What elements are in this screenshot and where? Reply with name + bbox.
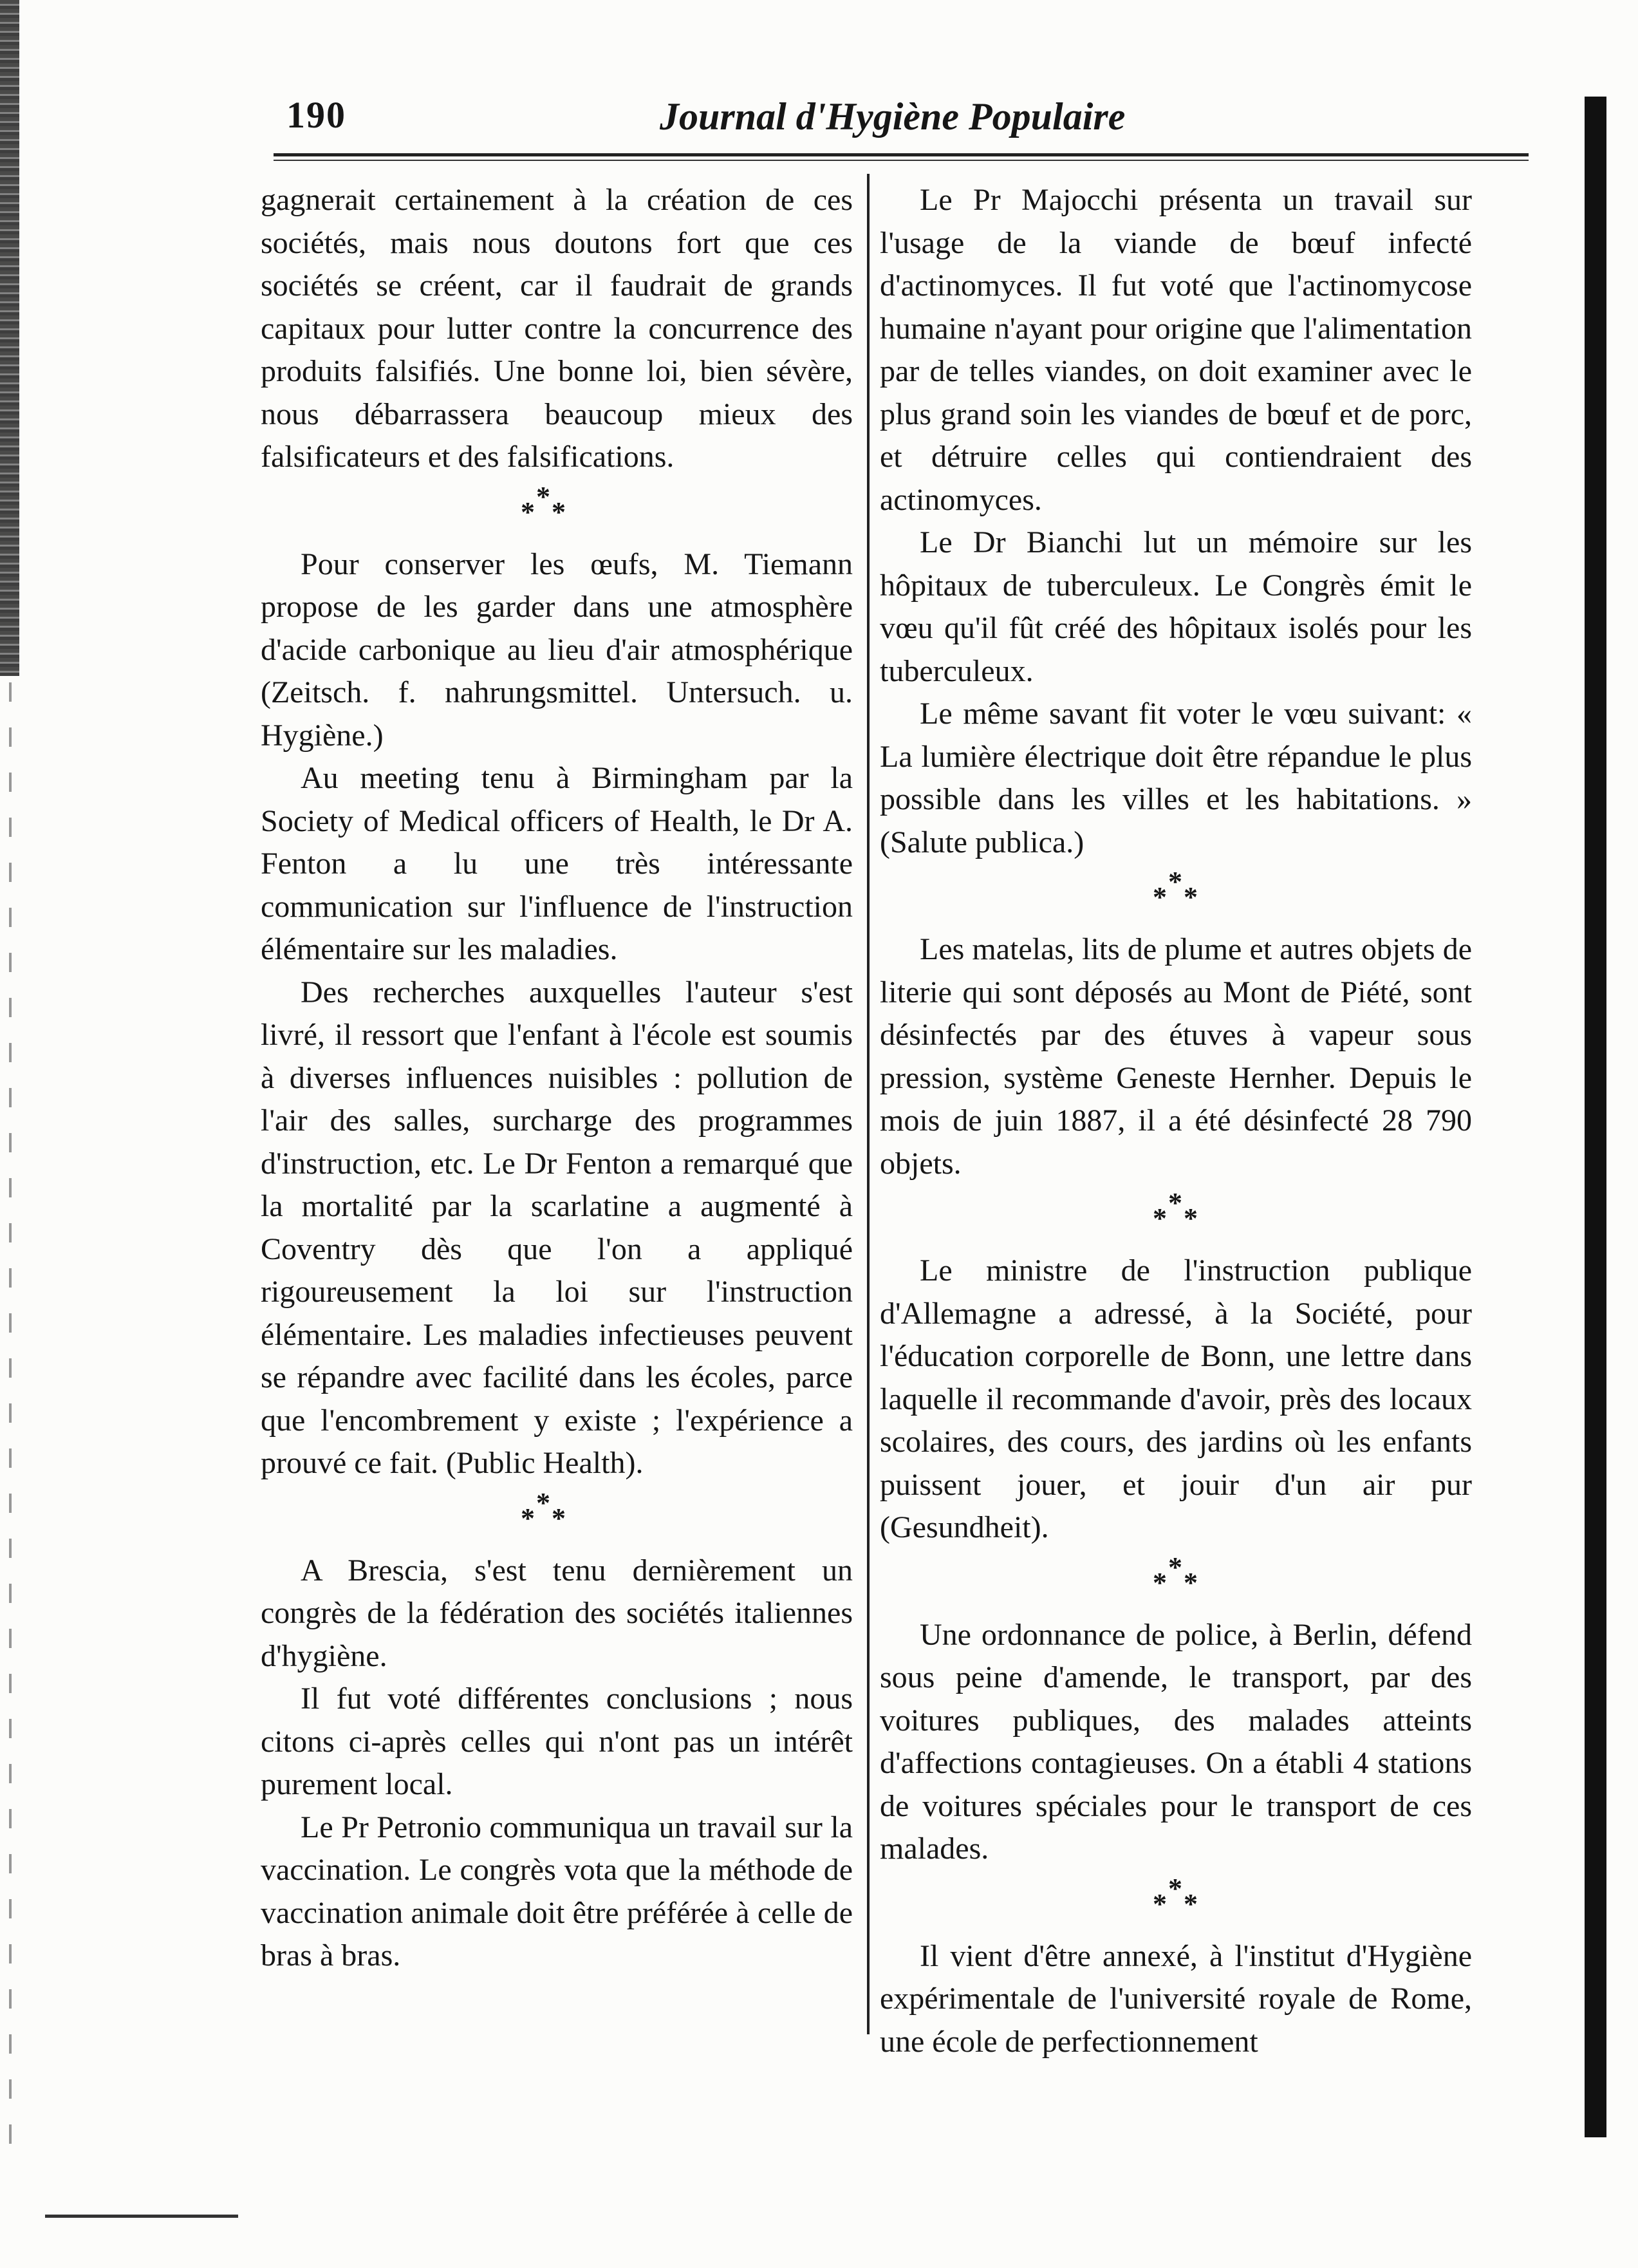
paragraph: gagnerait certainement à la création de ces sociétés, mais nous doutons fort que ces sociétés se créent, car il faudrait de grands capitaux pour lutter contre la concurrence des produits falsifiés. Une bonne loi, bien sévère, nous débarrassera beaucoup mieux des falsificateurs et des falsifications. — [261, 183, 853, 474]
asterism-star: * — [536, 480, 550, 512]
paragraph: Le ministre de l'instruction publique d'Allemagne a adressé, à la Société, pour l'éducation corporelle de Bonn, une lettre dans laquelle il recommande d'avoir, près des locaux scolaires, des cours, des jardins où les enfants puissent jouer, et jouir d'un air pur (Gesundheit). — [880, 1253, 1472, 1544]
paragraph: Il vient d'être annexé, à l'institut d'Hygiène expérimentale de l'université royale de Rome, une école de perfectionnement — [880, 1938, 1472, 2059]
asterism-star: * — [1168, 866, 1182, 897]
asterism-star: * — [521, 496, 535, 528]
paragraph: Le Pr Petronio communiqua un travail sur la vaccination. Le congrès vota que la méthode de vaccination animale doit être préférée à celle de bras à bras. — [261, 1810, 853, 1973]
asterism-star: * — [1153, 1888, 1167, 1920]
bottom-edge-mark — [45, 2215, 238, 2218]
paragraph: Une ordonnance de police, à Berlin, défend sous peine d'amende, le transport, par des voitures publiques, des malades atteints d'affections contagieuses. On a établi 4 stations de voitures spéciales pour le transport de ces malades. — [880, 1617, 1472, 1866]
section-separator-asterism — [261, 479, 853, 543]
asterism-star: * — [536, 1486, 550, 1519]
asterism-star: * — [552, 496, 566, 528]
page-edge-shadow — [1585, 97, 1606, 2137]
section-separator-asterism — [880, 1871, 1472, 1935]
left-column — [261, 179, 853, 1978]
binding-edge-lower — [9, 682, 12, 2163]
asterism-star: * — [552, 1502, 566, 1534]
journal-title: Journal d'Hygiène Populaire — [660, 95, 1126, 138]
paragraph: Les matelas, lits de plume et autres objets de literie qui sont déposés au Mont de Piété, sont désinfectés par des étuves à vapeur sous pression, système Geneste Hernher. Depuis le mois de juin 1887, il a été désinfecté 28 790 objets. — [880, 932, 1472, 1181]
page-header — [274, 93, 1525, 151]
paragraph: Le même savant fit voter le vœu suivant: « La lumière électrique doit être répandue le plus possible dans les villes et les habitations. » (Salute publica.) — [880, 697, 1472, 859]
header-rule — [274, 153, 1529, 156]
paragraph: Pour conserver les œufs, M. Tiemann propose de les garder dans une atmosphère d'acide carbonique au lieu d'air atmosphérique (Zeitsch. f. nahrungsmittel. Untersuch. u. Hygiène.) — [261, 547, 853, 753]
asterism-star: * — [1184, 1888, 1198, 1920]
paragraph: Des recherches auxquelles l'auteur s'est livré, il ressort que l'enfant à l'école est soumis à diverses influences nuisibles : pollution de l'air des salles, surcharge des programmes d'instruction, etc. Le Dr Fenton a remarqué que la mortalité par la scarlatine a augmenté à Coventry dès que l'on a appliqué rigoureusement la loi sur l'instruction élémentaire. Les maladies infectieuses peuvent se répandre avec facilité dans les écoles, parce que l'encombrement y existe ; l'expérience a prouvé ce fait. (Public Health). — [261, 975, 853, 1480]
right-column — [880, 179, 1472, 2063]
asterism-star: * — [1153, 1203, 1167, 1234]
paragraph: Au meeting tenu à Birmingham par la Society of Medical officers of Health, le Dr A. Fenton a lu une très intéressante communication sur l'influence de l'instruction élémentaire sur les maladies. — [261, 761, 853, 966]
paragraph: Le Dr Bianchi lut un mémoire sur les hôpitaux de tuberculeux. Le Congrès émit le vœu qu'il fût créé des hôpitaux isolés pour les tuberculeux. — [880, 525, 1472, 688]
section-separator-asterism — [880, 1185, 1472, 1250]
section-separator-asterism — [880, 1550, 1472, 1614]
asterism-star: * — [1153, 1566, 1167, 1598]
asterism-star: * — [1184, 1566, 1198, 1598]
header-rule-thin — [274, 160, 1529, 161]
paragraph: Le Pr Majocchi présenta un travail sur l'usage de la viande de bœuf infecté d'actinomyces. Il fut voté que l'actinomycose humaine n'ayant pour origine que l'alimentation par de telles viandes, on doit examiner avec le plus grand soin les viandes de bœuf et de porc, et détruire celles qui contiendraient des actinomyces. — [880, 183, 1472, 517]
asterism-star: * — [521, 1502, 535, 1534]
asterism-star: * — [1168, 1187, 1182, 1219]
column-separator — [867, 174, 870, 2034]
paragraph: Il fut voté différentes conclusions ; nous citons ci-après celles qui n'ont pas un intérêt purement local. — [261, 1682, 853, 1801]
asterism-star: * — [1168, 1551, 1182, 1583]
page-number: 190 — [286, 94, 346, 136]
section-separator-asterism — [261, 1485, 853, 1550]
asterism-star: * — [1184, 1203, 1198, 1234]
paragraph: A Brescia, s'est tenu dernièrement un congrès de la fédération des sociétés italiennes d'hygiène. — [261, 1553, 853, 1673]
asterism-star: * — [1153, 881, 1167, 913]
asterism-star: * — [1168, 1872, 1182, 1904]
binding-edge — [0, 0, 19, 676]
asterism-star: * — [1184, 881, 1198, 913]
section-separator-asterism — [880, 864, 1472, 928]
